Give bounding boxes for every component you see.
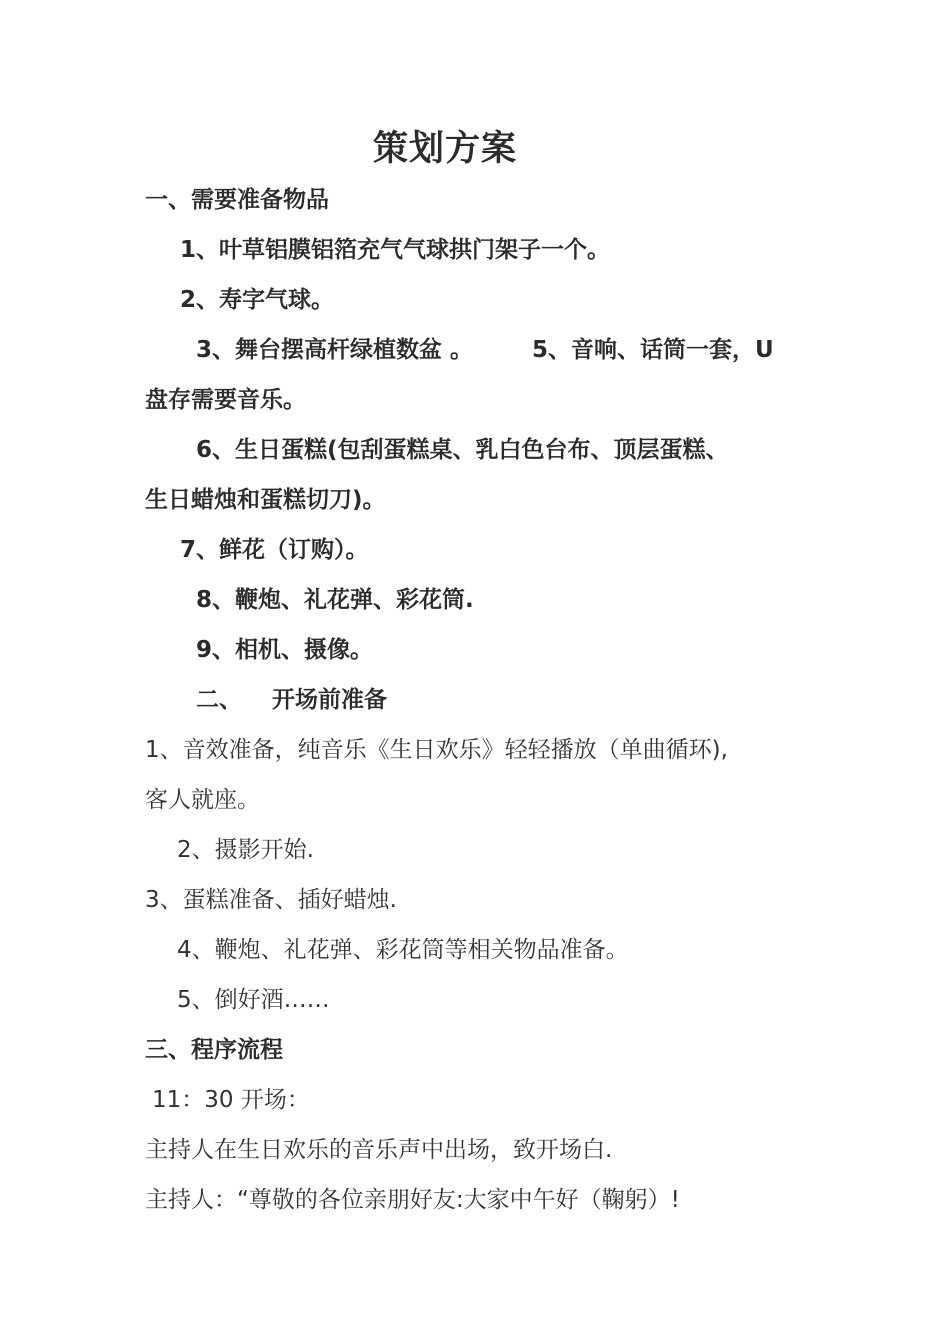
list-item: 2、寿字气球。: [180, 287, 335, 313]
list-item: 3、舞台摆高杆绿植数盆 。: [196, 337, 474, 363]
list-item-continuation: 盘存需要音乐。: [145, 387, 306, 413]
list-item: 3、蛋糕准备、插好蜡烛.: [145, 887, 397, 913]
section-heading-3: 三、程序流程: [145, 1037, 283, 1063]
list-item: 9、相机、摄像。: [196, 637, 374, 663]
list-item-continuation: 生日蜡烛和蛋糕切刀)。: [145, 487, 386, 513]
section-heading-1: 一、需要准备物品: [145, 187, 329, 213]
time-line: 11：30 开场：: [152, 1087, 310, 1113]
list-item: 2、摄影开始.: [177, 837, 314, 863]
document-title: 策划方案: [372, 128, 517, 169]
paragraph: 主持人：“尊敬的各位亲朋好友:大家中午好（鞠躬）!: [145, 1187, 680, 1213]
list-item: 7、鲜花（订购）。: [180, 537, 369, 563]
list-item: 5、音响、话筒一套，U: [532, 337, 774, 363]
list-item: 8、鞭炮、礼花弹、彩花筒.: [196, 587, 474, 613]
list-item: 5、倒好酒……: [177, 987, 330, 1013]
list-item-continuation: 客人就座。: [145, 787, 260, 813]
list-item: 1、音效准备，纯音乐《生日欢乐》轻轻播放（单曲循环),: [145, 737, 728, 763]
list-item: 4、鞭炮、礼花弹、彩花筒等相关物品准备。: [177, 937, 629, 963]
section-heading-2-number: 二、: [196, 687, 242, 713]
list-item: 1、叶草铝膜铝箔充气气球拱门架子一个。: [180, 237, 611, 263]
paragraph: 主持人在生日欢乐的音乐声中出场，致开场白.: [145, 1137, 613, 1163]
list-item: 6、生日蛋糕(包刮蛋糕桌、乳白色台布、顶层蛋糕、: [196, 437, 729, 463]
section-heading-2: 开场前准备: [272, 687, 387, 713]
